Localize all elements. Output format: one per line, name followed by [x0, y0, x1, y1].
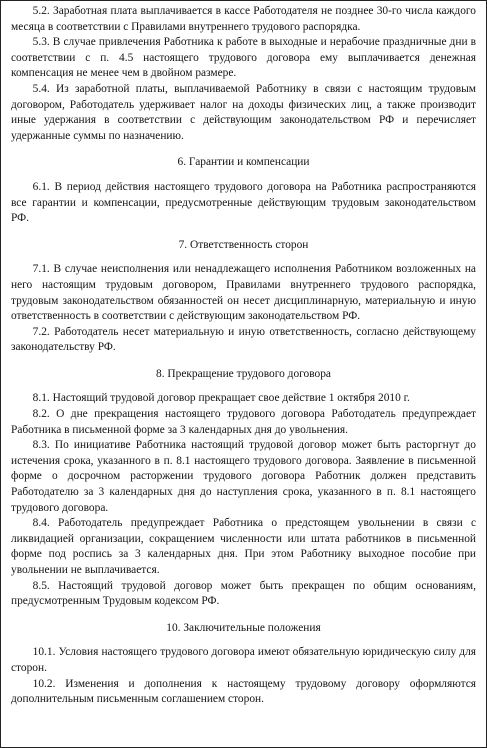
section-heading: 10. Заключительные положения	[166, 621, 321, 634]
section-heading: 7. Ответственность сторон	[178, 238, 309, 251]
clause-7-2: 7.2. Работодатель несет материальную и иную ответственность, согласно действующему законодательству РФ.	[11, 325, 476, 354]
section-heading: 8. Прекращение трудового договора	[156, 367, 331, 380]
section-heading: 6. Гарантии и компенсации	[177, 156, 310, 169]
clause-6-1: 6.1. В период действия настоящего трудового договора на Работника распространяются все гарантии и компенсации, предусмотренные действующим трудовым законодательством РФ.	[11, 180, 476, 225]
section-termination	[11, 367, 476, 610]
section-guarantees	[11, 155, 476, 226]
clause-5-2: 5.2. Заработная плата выплачивается в кассе Работодателя не позднее 30-го числа каждого месяца в соответствии с Правилами внутреннего трудового распорядка.	[11, 5, 476, 33]
clause-8-4: 8.4. Работодатель предупреждает Работника о предстоящем увольнении в связи с ликвидацией организации, сокращением численности или штата работников в письменной форме под роспись за 3 календарных дня. При этом Работнику выходное пособие при увольнении не выплачивается.	[11, 517, 476, 576]
clause-10-1: 10.1. Условия настоящего трудового договора имеют обязательную юридическую силу для сторон.	[11, 646, 476, 674]
clause-5-4: 5.4. Из заработной платы, выплачиваемой Работнику в связи с настоящим трудовым договором, Работодатель удерживает налог на доходы физических лиц, а также производит иные удержания в соответствии с действующим законодательством РФ и перечисляет удержанные суммы по назначению.	[11, 82, 476, 142]
clause-10-2: 10.2. Изменения и дополнения к настоящему трудовому договору оформляются дополнительным письменным соглашением сторон.	[11, 677, 476, 706]
clause-8-3: 8.3. По инициативе Работника настоящий трудовой договор может быть расторгнут до истечения срока, указанного в п. 8.1 настоящего трудового договора. Заявление в письменной форме о досрочном расторжении трудового договора Работник должен представить Работодателю за 3 календарных дня до наступления срока, указанного в п. 8.1 настоящего трудового договора.	[11, 439, 476, 514]
clause-8-2: 8.2. О дне прекращения настоящего трудового договора Работодатель предупреждает Работника в письменной форме за 3 календарных дня до увольнения.	[11, 408, 476, 436]
clause-8-5: 8.5. Настоящий трудовой договор может быть прекращен по общим основаниям, предусмотренным Трудовым кодексом РФ.	[11, 579, 476, 608]
section-final-provisions	[11, 621, 476, 708]
clause-7-1: 7.1. В случае неисполнения или ненадлежащего исполнения Работником возложенных на него настоящим трудовым договором, Правилами внутреннего трудового распорядка, трудовым законодательством обязанностей он несет дисциплинарную, материальную и иную ответственность в соответствии с действующим законодательством РФ.	[11, 263, 476, 323]
section-liability	[11, 238, 476, 356]
clause-8-1: 8.1. Настоящий трудовой договор прекращает свое действие 1 октября 2010 г.	[32, 392, 410, 405]
clause-5-3: 5.3. В случае привлечения Работника к работе в выходные и нерабочие праздничные дни в соответствии с п. 4.5 настоящего трудового договора ему выплачивается денежная компенсация не менее чем в двойном размере.	[11, 36, 476, 80]
